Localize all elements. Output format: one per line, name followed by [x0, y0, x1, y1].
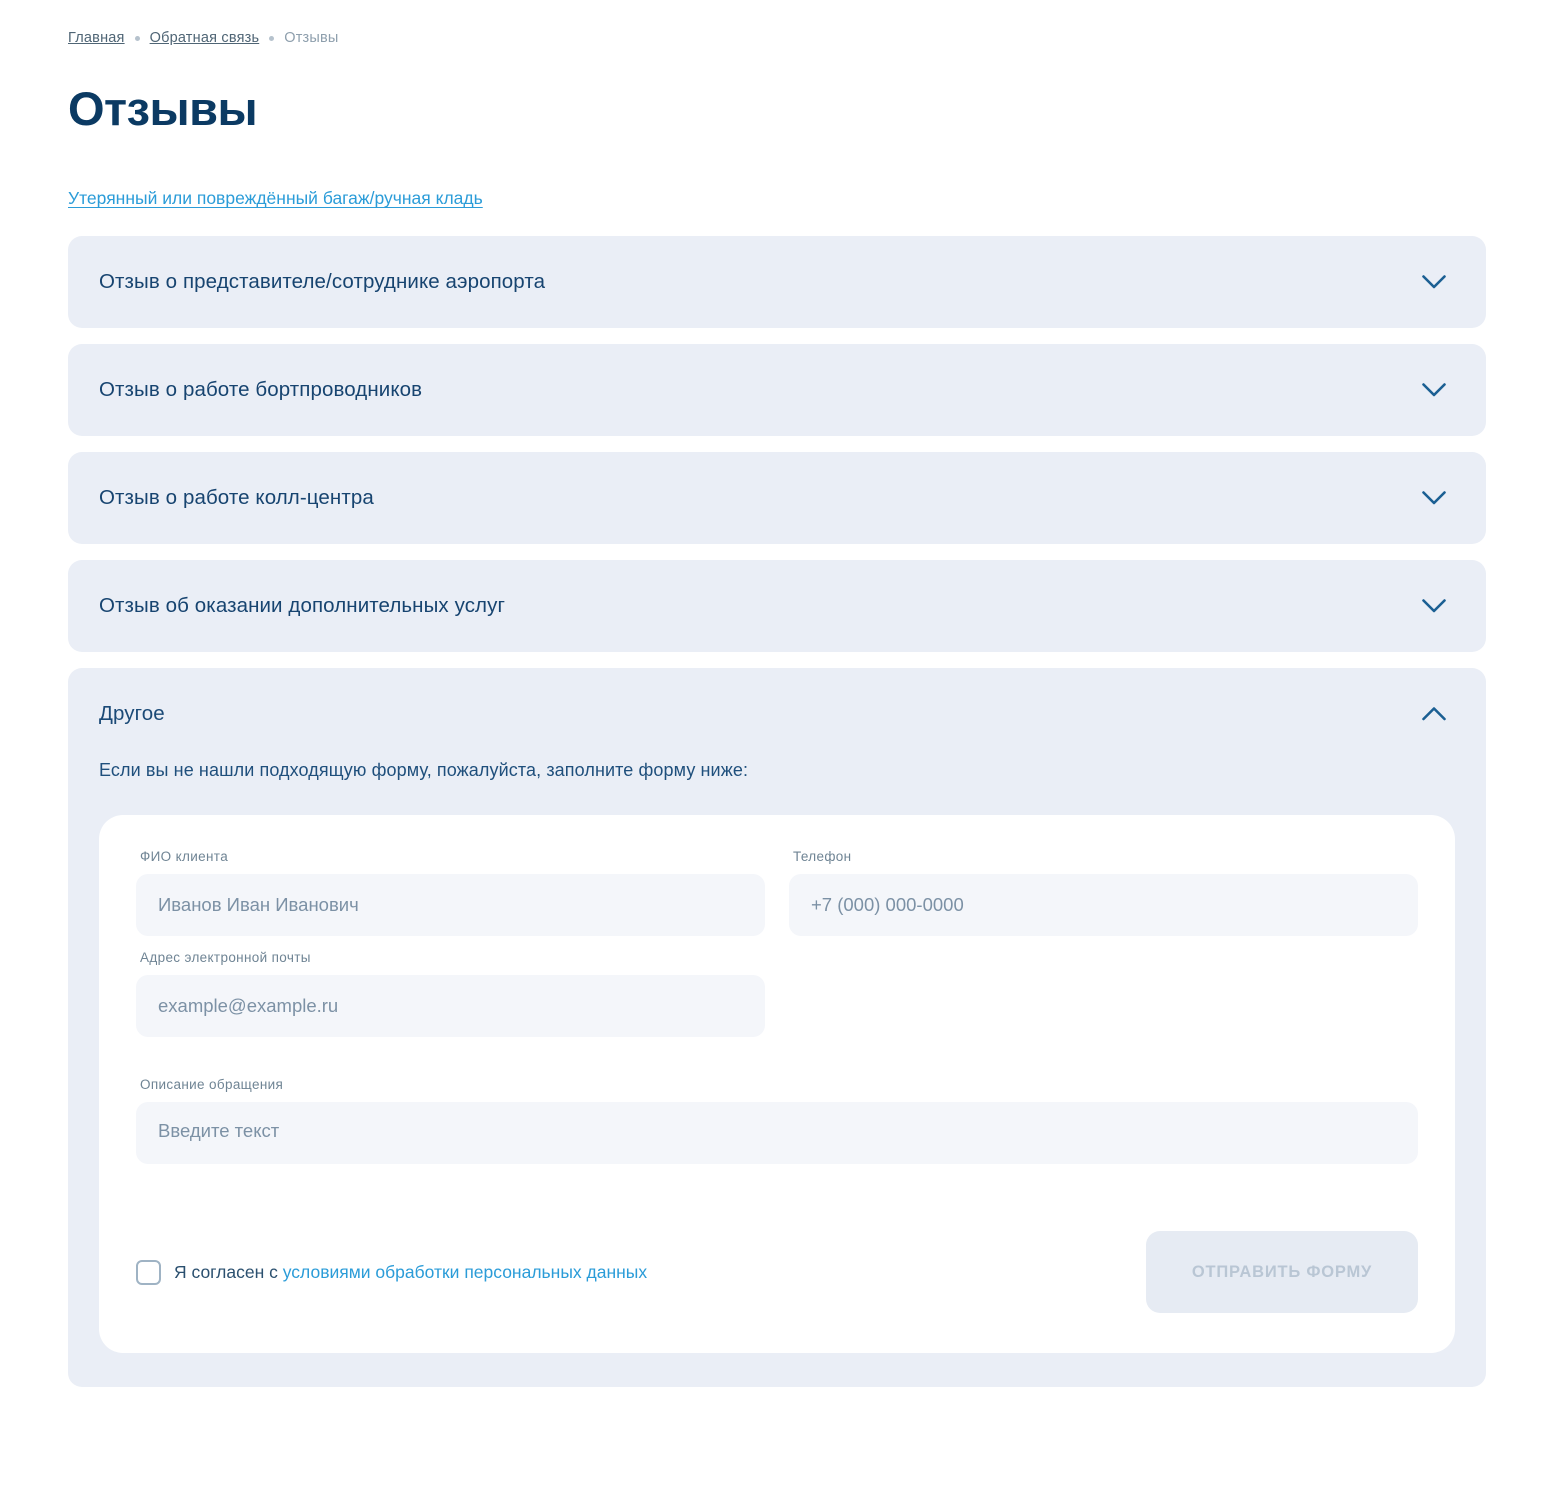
- chevron-down-icon[interactable]: [1422, 275, 1446, 289]
- page-title: Отзывы: [68, 82, 258, 135]
- chevron-down-icon[interactable]: [1422, 383, 1446, 397]
- breadcrumb-separator-icon: [269, 36, 274, 41]
- accordion-panel-other: [68, 760, 1486, 1387]
- field-full-name: [136, 849, 765, 936]
- accordion-item-additional-services[interactable]: [68, 560, 1486, 652]
- form-row-name-phone: [136, 849, 1418, 950]
- field-description: [136, 1077, 1418, 1169]
- field-email: [136, 950, 765, 1037]
- form-footer: [136, 1231, 1418, 1313]
- accordion-item-cabin-crew[interactable]: [68, 344, 1486, 436]
- full-name-input[interactable]: [136, 874, 765, 936]
- lost-baggage-link[interactable]: Утерянный или повреждённый багаж/ручная кладь: [68, 188, 483, 209]
- submit-form-button[interactable]: ОТПРАВИТЬ ФОРМУ: [1146, 1231, 1418, 1313]
- consent-text: [174, 1262, 647, 1283]
- accordion-header-other[interactable]: [68, 668, 1486, 760]
- field-spacer: [789, 950, 1418, 1037]
- consent-checkbox[interactable]: [136, 1260, 161, 1285]
- form-row-email: [136, 950, 1418, 1051]
- breadcrumb-item-current: Отзывы: [284, 30, 339, 46]
- privacy-policy-link[interactable]: условиями обработки персональных данных: [282, 1261, 648, 1282]
- accordion-title: Отзыв о работе бортпроводников: [99, 378, 423, 402]
- field-phone: [789, 849, 1418, 936]
- field-label-email: Адрес электронной почты: [140, 950, 311, 966]
- field-label-description: Описание обращения: [140, 1077, 284, 1093]
- accordion-title: Другое: [99, 702, 165, 726]
- accordion-title: Отзыв о представителе/сотруднике аэропорта: [99, 270, 546, 294]
- feedback-form: [99, 815, 1455, 1353]
- email-input[interactable]: [136, 975, 765, 1037]
- breadcrumb: [68, 24, 1486, 46]
- chevron-up-icon[interactable]: [1422, 707, 1446, 721]
- chevron-down-icon[interactable]: [1422, 491, 1446, 505]
- consent-row: [136, 1260, 647, 1285]
- consent-prefix: Я согласен с: [174, 1261, 283, 1282]
- accordion-title: Отзыв об оказании дополнительных услуг: [99, 594, 506, 618]
- breadcrumb-item-home[interactable]: Главная: [68, 30, 125, 46]
- accordion-item-airport-staff[interactable]: [68, 236, 1486, 328]
- phone-input[interactable]: [789, 874, 1418, 936]
- breadcrumb-separator-icon: [135, 36, 140, 41]
- accordion-header-cabin-crew[interactable]: [68, 344, 1486, 436]
- accordion-header-airport-staff[interactable]: [68, 236, 1486, 328]
- form-hint: Если вы не нашли подходящую форму, пожалуйста, заполните форму ниже:: [99, 760, 749, 781]
- field-label-phone: Телефон: [793, 849, 852, 865]
- field-label-full-name: ФИО клиента: [140, 849, 229, 865]
- accordion-item-call-center[interactable]: [68, 452, 1486, 544]
- accordion-item-other[interactable]: [68, 668, 1486, 1387]
- breadcrumb-item-feedback[interactable]: Обратная связь: [149, 30, 260, 46]
- accordion-title: Отзыв о работе колл-центра: [99, 486, 374, 510]
- accordion-header-additional-services[interactable]: [68, 560, 1486, 652]
- chevron-down-icon[interactable]: [1422, 599, 1446, 613]
- description-textarea[interactable]: [136, 1102, 1418, 1164]
- feedback-accordion: [68, 236, 1486, 1417]
- accordion-header-call-center[interactable]: [68, 452, 1486, 544]
